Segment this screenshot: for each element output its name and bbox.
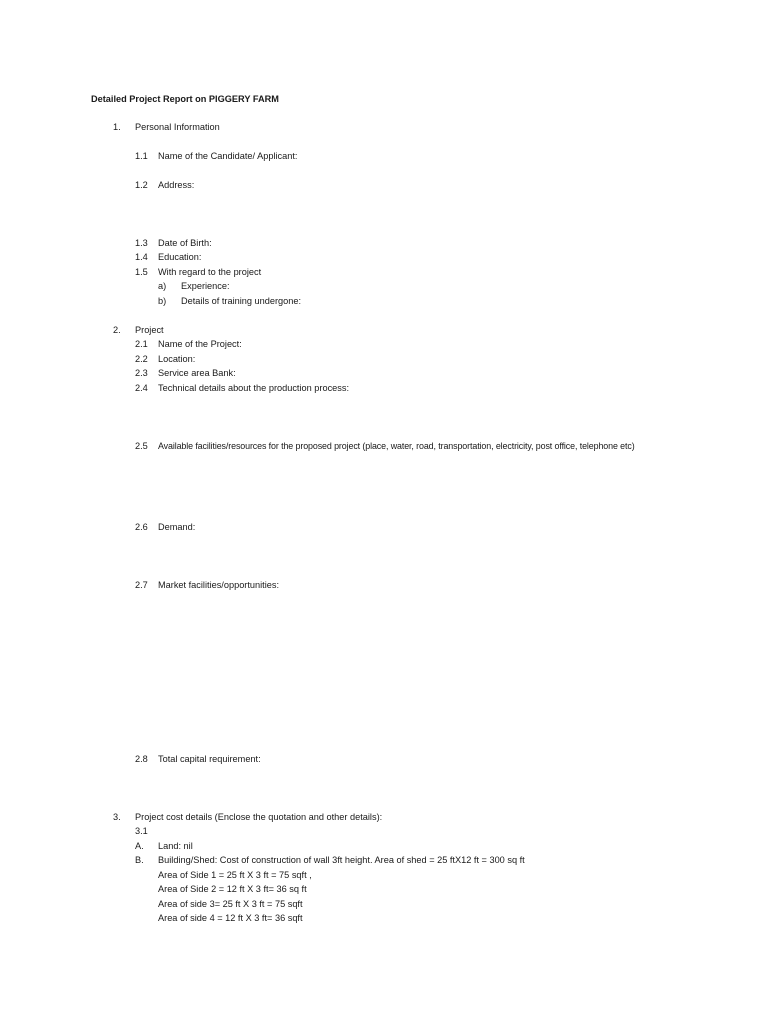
item-number: 2.1 — [135, 339, 148, 349]
item-label: Land: nil — [158, 841, 193, 851]
subitem-label: Experience: — [181, 281, 230, 291]
item-label: With regard to the project — [158, 267, 262, 277]
area-line: Area of side 3= 25 ft X 3 ft = 75 sqft — [158, 899, 303, 909]
area-line: Area of Side 1 = 25 ft X 3 ft = 75 sqft , — [158, 870, 312, 880]
section-2-heading: Project — [135, 325, 164, 335]
item-number: 1.1 — [135, 151, 148, 161]
item-label: Service area Bank: — [158, 368, 236, 378]
area-line: Area of side 4 = 12 ft X 3 ft= 36 sqft — [158, 913, 303, 923]
item-label: Demand: — [158, 522, 196, 532]
item-number: 1.2 — [135, 180, 148, 190]
item-number: 2.4 — [135, 383, 148, 393]
item-label: Total capital requirement: — [158, 754, 261, 764]
item-label: Building/Shed: Cost of construction of wall 3ft height. Area of shed = 25 ftX12 ft = 300 sq ft — [158, 855, 525, 865]
item-number: 2.5 — [135, 441, 148, 451]
subitem-label: Details of training undergone: — [181, 296, 302, 306]
item-number: 2.7 — [135, 580, 148, 590]
subitem-number: a) — [158, 281, 167, 291]
item-number: 1.3 — [135, 238, 148, 248]
section-3-number: 3. — [113, 812, 121, 822]
item-label: Name of the Candidate/ Applicant: — [158, 151, 298, 161]
item-number: 1.4 — [135, 252, 148, 262]
section-1-heading: Personal Information — [135, 122, 220, 132]
section-1-number: 1. — [113, 122, 121, 132]
item-number: 2.2 — [135, 354, 148, 364]
area-line: Area of Side 2 = 12 ft X 3 ft= 36 sq ft — [158, 884, 307, 894]
item-number: 1.5 — [135, 267, 148, 277]
document-title: Detailed Project Report on PIGGERY FARM — [91, 94, 279, 104]
subitem-number: b) — [158, 296, 167, 306]
item-label: Name of the Project: — [158, 339, 242, 349]
item-number: 3.1 — [135, 826, 148, 836]
item-number: A. — [135, 841, 144, 851]
item-number: B. — [135, 855, 144, 865]
item-label: Address: — [158, 180, 195, 190]
item-label: Date of Birth: — [158, 238, 212, 248]
item-label: Market facilities/opportunities: — [158, 580, 280, 590]
item-label: Available facilities/resources for the proposed project (place, water, road, transportation, electricity, post office, telephone etc) — [158, 441, 635, 451]
section-2-number: 2. — [113, 325, 121, 335]
item-number: 2.6 — [135, 522, 148, 532]
section-3-heading: Project cost details (Enclose the quotation and other details): — [135, 812, 383, 822]
item-label: Education: — [158, 252, 202, 262]
item-number: 2.3 — [135, 368, 148, 378]
item-label: Technical details about the production process: — [158, 383, 350, 393]
item-number: 2.8 — [135, 754, 148, 764]
item-label: Location: — [158, 354, 196, 364]
